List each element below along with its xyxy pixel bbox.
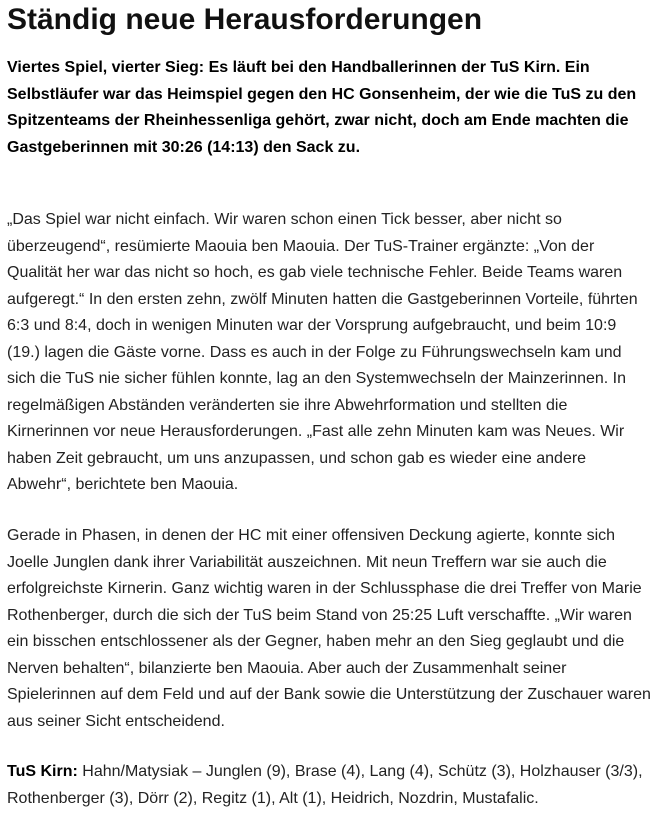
article-paragraph-1: „Das Spiel war nicht einfach. Wir waren schon einen Tick besser, aber nicht so überzeugend“, resümierte Maouia ben Maouia. Der TuS-Trainer ergänzte: „Von der Qualität her war das nicht so hoch, es gab viele technische Fehler. Beide Teams waren aufgeregt.“ In den ersten zehn, zwölf Minuten hatten die Gastgeberinnen Vorteile, führten 6:3 und 8:4, doch in wenigen Minuten war der Vorsprung aufgebraucht, und beim 10:9 (19.) lagen die Gäste vorne. Dass es auch in der Folge zu Führungswechseln kam und sich die TuS nie sicher fühlen konnte, lag an den Systemwechseln der Mainzerinnen. In regelmäßigen Abständen veränderten sie ihre Abwehrformation und stellten die Kirnerinnen vor neue Herausforderungen. „Fast alle zehn Minuten kam was Neues. Wir haben Zeit gebraucht, um uns anzupassen, und schon gab es wieder eine andere Abwehr“, berichtete ben Maouia. bbox=[7, 211, 638, 493]
lineup-team-name: TuS Kirn: bbox=[7, 763, 78, 780]
article-paragraph-2: Gerade in Phasen, in denen der HC mit einer offensiven Deckung agierte, konnte sich Joelle Junglen dank ihrer Variabilität auszeichnen. Mit neun Treffern war sie auch die erfolgreichste Kirnerin. Ganz wichtig waren in der Schlussphase die drei Treffer von Marie Rothenberger, durch die sich der TuS beim Stand von 25:25 Luft verschaffte. „Wir waren ein bisschen entschlossener als der Gegner, haben mehr an den Sieg geglaubt und die Nerven behalten“, bilanzierte ben Maouia. Aber auch der Zusammenhalt seiner Spielerinnen auf dem Feld und auf der Bank sowie die Unterstützung der Zuschauer waren aus seiner Sicht entscheidend. bbox=[7, 527, 651, 730]
article-lead: Viertes Spiel, vierter Sieg: Es läuft bei den Handballerinnen der TuS Kirn. Ein Selbstläufer war das Heimspiel gegen den HC Gonsenheim, der wie die TuS zu den Spitzenteams der Rheinhessenliga gehört, zwar nicht, doch am Ende machten die Gastgeberinnen mit 30:26 (14:13) den Sack zu. bbox=[7, 59, 637, 156]
team-lineup bbox=[7, 759, 653, 812]
lineup-players: Hahn/Matysiak – Junglen (9), Brase (4), Lang (4), Schütz (3), Holzhauser (3/3), Rothenberger (3), Dörr (2), Regitz (1), Alt (1), Heidrich, Nozdrin, Mustafalic. bbox=[7, 763, 643, 807]
article-headline: Ständig neue Herausforderungen bbox=[7, 3, 483, 36]
